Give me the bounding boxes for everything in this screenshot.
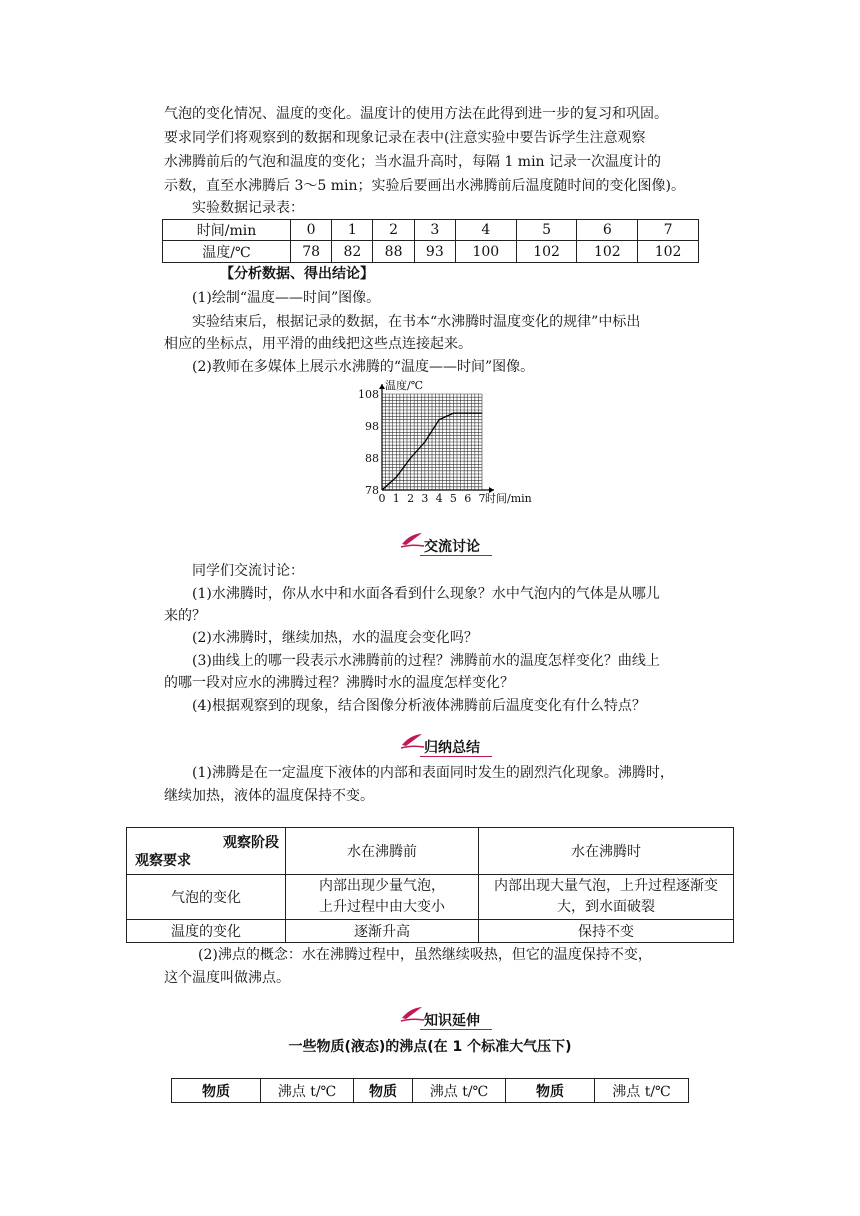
temperature-time-chart — [350, 376, 540, 512]
pen-icon — [400, 731, 426, 751]
table-cell — [479, 875, 734, 920]
table-cell: 102 — [516, 241, 577, 263]
summary-title: 归纳总结 — [424, 740, 480, 756]
pen-icon — [400, 1004, 426, 1024]
y-tick-label: 88 — [365, 452, 379, 465]
cell-line: 内部出现少量气泡， — [319, 878, 445, 894]
table-row — [127, 828, 734, 875]
boiling-table-title: 一些物质(液态)的沸点(在 1 个标准大气压下) — [288, 1039, 572, 1055]
boiling-point-line: (2)沸点的概念：水在沸腾过程中，虽然继续吸热，但它的温度保持不变， — [198, 947, 652, 963]
cell-line: 内部出现大量气泡，上升过程逐渐变 — [494, 878, 718, 894]
table-cell: 102 — [577, 241, 638, 263]
discussion-line: (3)曲线上的哪一段表示水沸腾前的过程？沸腾前水的温度怎样变化？曲线上 — [192, 653, 660, 669]
intro-line: 气泡的变化情况、温度的变化。温度计的使用方法在此得到进一步的复习和巩固。 — [164, 106, 668, 122]
table-cell: 82 — [332, 241, 373, 263]
table-row — [172, 1079, 689, 1103]
x-axis-label: 时间/min — [485, 492, 532, 505]
step1-desc: 实验结束后，根据记录的数据，在书本“水沸腾时温度变化的规律”中标出 — [192, 314, 641, 330]
comparison-table — [126, 827, 734, 943]
heading-underline — [420, 555, 492, 556]
analysis-heading: 【分析数据、得出结论】 — [220, 266, 374, 282]
table-cell: 逐渐升高 — [286, 920, 479, 943]
table-row — [127, 875, 734, 920]
time-header: 时间/min — [163, 220, 291, 241]
cell-line: 大，到水面破裂 — [557, 899, 655, 915]
data-record-table — [162, 219, 699, 263]
col-header: 物质 — [172, 1079, 261, 1103]
temp-header: 温度/℃ — [163, 241, 291, 263]
y-tick-label: 78 — [365, 484, 379, 497]
col-header: 沸点 t/℃ — [261, 1079, 354, 1103]
row-label: 温度的变化 — [127, 920, 286, 943]
col-header: 物质 — [506, 1079, 595, 1103]
x-tick-label: 0 — [378, 492, 386, 505]
summary-line: 继续加热，液体的温度保持不变。 — [164, 788, 374, 804]
col-header: 物质 — [354, 1079, 413, 1103]
table-cell: 2 — [373, 220, 414, 241]
cell-line: 上升过程中由大变小 — [319, 899, 445, 915]
table-cell: 78 — [291, 241, 332, 263]
x-tick-label: 2 — [407, 492, 415, 505]
discussion-line: (2)水沸腾时，继续加热，水的温度会变化吗？ — [192, 630, 478, 646]
step1-desc: 相应的坐标点，用平滑的曲线把这些点连接起来。 — [164, 336, 472, 352]
table-cell: 4 — [455, 220, 516, 241]
intro-line: 示数，直至水沸腾后 3～5 min；实验后要画出水沸腾前后温度随时间的变化图像)。 — [164, 178, 685, 194]
table-cell: 5 — [516, 220, 577, 241]
row-label: 气泡的变化 — [127, 875, 286, 920]
step2-text: (2)教师在多媒体上展示水沸腾的“温度——时间”图像。 — [192, 359, 535, 375]
record-label: 实验数据记录表： — [192, 200, 304, 216]
x-tick-label: 6 — [464, 492, 472, 505]
y-tick-label: 108 — [358, 388, 379, 401]
discussion-line: 来的？ — [164, 608, 206, 624]
table-row — [127, 920, 734, 943]
intro-line: 水沸腾前后的气泡和温度的变化；当水温升高时，每隔 1 min 记录一次温度计的 — [164, 154, 662, 170]
heading-underline — [420, 1029, 492, 1030]
discussion-intro: 同学们交流讨论： — [192, 563, 304, 579]
table-cell: 93 — [414, 241, 455, 263]
x-tick-label: 4 — [435, 492, 443, 505]
y-axis-label: 温度/℃ — [385, 379, 424, 392]
discussion-title: 交流讨论 — [424, 539, 480, 555]
table-row — [163, 220, 699, 241]
heading-underline — [420, 756, 492, 757]
y-tick-label: 98 — [365, 420, 379, 433]
discussion-line: 的哪一段对应水的沸腾过程？沸腾时水的温度怎样变化？ — [164, 675, 514, 691]
discussion-line: (4)根据观察到的现象，结合图像分析液体沸腾前后温度变化有什么特点？ — [192, 698, 646, 714]
table-cell — [286, 875, 479, 920]
x-tick-label: 1 — [392, 492, 400, 505]
boiling-point-line: 这个温度叫做沸点。 — [164, 970, 290, 986]
table-cell: 88 — [373, 241, 414, 263]
step1-text: (1)绘制“温度——时间”图像。 — [192, 290, 381, 306]
table-cell: 6 — [577, 220, 638, 241]
table-cell: 1 — [332, 220, 373, 241]
x-tick-label: 5 — [449, 492, 457, 505]
extension-title: 知识延伸 — [424, 1013, 480, 1029]
corner-top-label: 观察阶段 — [223, 835, 279, 851]
discussion-line: (1)水沸腾时，你从水中和水面各看到什么现象？水中气泡内的气体是从哪儿 — [192, 586, 660, 602]
table-cell: 7 — [638, 220, 699, 241]
x-tick-label: 3 — [421, 492, 429, 505]
table-row — [163, 241, 699, 263]
pen-icon — [400, 530, 426, 550]
col-header: 沸点 t/℃ — [413, 1079, 506, 1103]
corner-cell — [127, 828, 286, 875]
col-header: 水在沸腾前 — [286, 828, 479, 875]
summary-line: (1)沸腾是在一定温度下液体的内部和表面同时发生的剧烈汽化现象。沸腾时， — [192, 765, 674, 781]
corner-bottom-label: 观察要求 — [135, 853, 191, 869]
table-cell: 保持不变 — [479, 920, 734, 943]
col-header: 沸点 t/℃ — [595, 1079, 689, 1103]
table-cell: 0 — [291, 220, 332, 241]
intro-line: 要求同学们将观察到的数据和现象记录在表中(注意实验中要告诉学生注意观察 — [164, 130, 646, 146]
table-cell: 102 — [638, 241, 699, 263]
col-header: 水在沸腾时 — [479, 828, 734, 875]
table-cell: 3 — [414, 220, 455, 241]
boiling-point-table — [171, 1078, 689, 1103]
x-tick-label: 7 — [478, 492, 486, 505]
table-cell: 100 — [455, 241, 516, 263]
